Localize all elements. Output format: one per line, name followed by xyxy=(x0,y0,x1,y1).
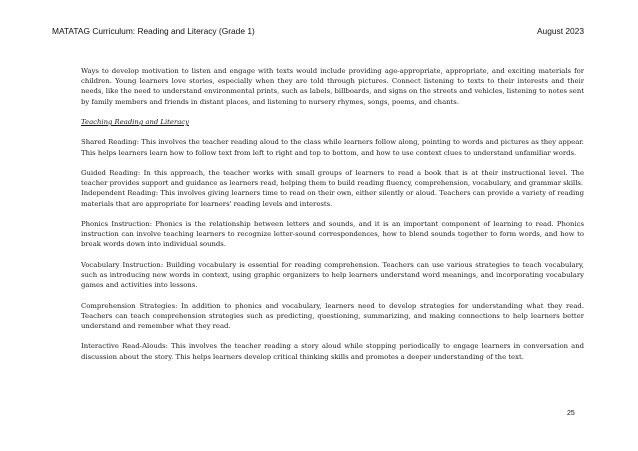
vocabulary-paragraph: Vocabulary Instruction: Building vocabulary is essential for reading comprehension. Teachers can use various strategies to teach vocabulary, such as introducing new words in context, using graphic organizers to help learners understand word meanings, and incorporating vocabulary games and activities into lessons. xyxy=(81,260,584,290)
header-date: August 2023 xyxy=(536,26,584,36)
read-alouds-paragraph: Interactive Read-Alouds: This involves the teacher reading a story aloud while stopping periodically to engage learners in conversation and discussion about the story. This helps learners develop critical thinking skills and promotes a deeper understanding of the text. xyxy=(81,342,584,361)
independent-reading-paragraph: Independent Reading: This involves giving learners time to read on their own, either silently or aloud. Teachers can provide a variety of reading materials that are appropriate for learners' reading levels and interests. xyxy=(81,189,584,208)
section-heading: Teaching Reading and Literacy xyxy=(81,118,190,126)
guided-reading-paragraph: Guided Reading: In this approach, the teacher works with small groups of learners to read a book that is at their instructional level. The teacher provides support and guidance as learners read, helping them to build reading fluency, comprehension, vocabulary, and grammar skills. xyxy=(81,168,584,188)
page-number: 25 xyxy=(567,410,575,417)
phonics-paragraph: Phonics Instruction: Phonics is the relationship between letters and sounds, and it is an important component of learning to read. Phonics instruction can involve teaching learners to recognize letter-sound correspondences, how to blend sounds together to form words, and how to break words down into individual sounds. xyxy=(81,219,584,249)
shared-reading-paragraph: Shared Reading: This involves the teacher reading aloud to the class while learners follow along, pointing to words and pictures as they appear. This helps learners learn how to follow text from left to right and top to bottom, and how to use context clues to understand unfamiliar words. xyxy=(81,138,584,157)
intro-paragraph: Ways to develop motivation to listen and engage with texts would include providing age-appropriate, appropriate, and exciting materials for children. Young learners love stories, especially when they are told through pictures. Connect listening to texts to their interests and their needs, like the need to understand environmental prints, such as labels, billboards, and signs on the streets and vehicles, listening to notes sent by family members and friends in distant places, and listening to nursery rhymes, songs, poems, and chants. xyxy=(81,67,584,106)
comprehension-paragraph: Comprehension Strategies: In addition to phonics and vocabulary, learners need to develop strategies for understanding what they read. Teachers can teach comprehension strategies such as predicting, questioning, summarizing, and making connections to help learners better understand and remember what they read. xyxy=(81,301,584,330)
header-title: MATATAG Curriculum: Reading and Literacy (Grade 1) xyxy=(52,26,255,36)
document-body xyxy=(81,66,584,362)
